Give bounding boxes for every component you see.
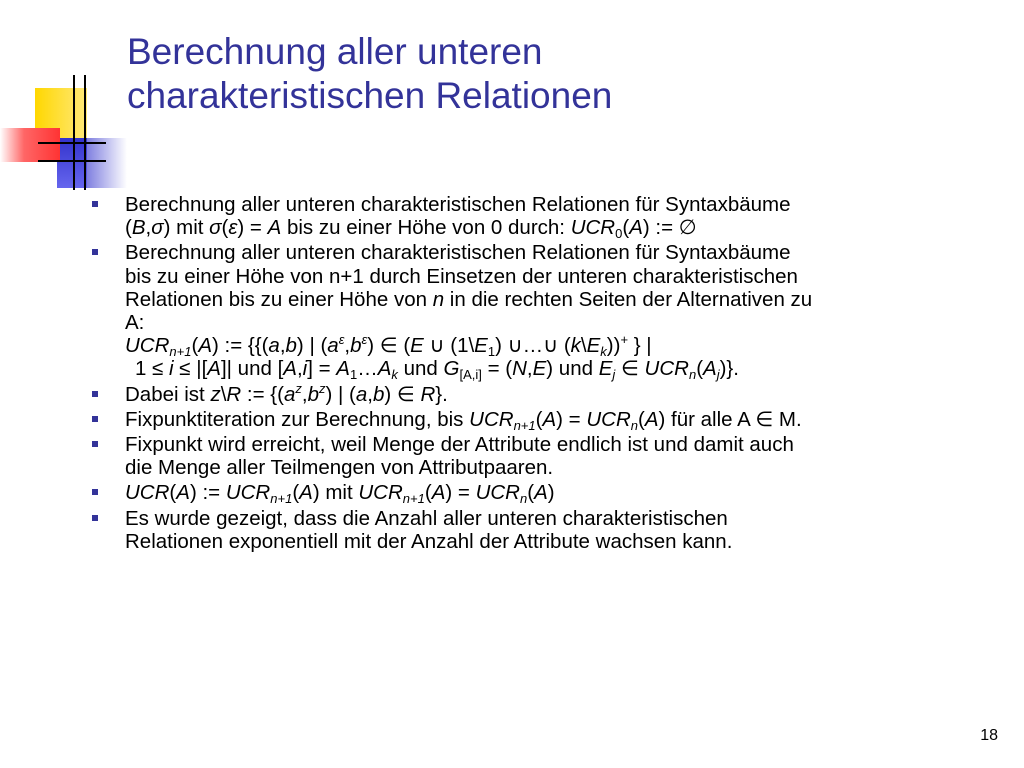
deco-red-bar	[0, 128, 60, 162]
deco-vertical-line-1	[73, 75, 75, 190]
bullet-5-line-2: die Menge aller Teilmengen von Attributpaaren.	[125, 456, 554, 480]
bullet-2-line-4: A:	[125, 311, 145, 335]
deco-blue-fade	[87, 138, 127, 188]
bullet-item-3	[92, 380, 992, 406]
bullet-item-6	[92, 481, 992, 507]
bullet-4-line-1: Fixpunktiteration zur Berechnung, bis $UCR_{n+1}(A) = UCR_n(A)$ für alle A ∈ M.	[125, 407, 802, 433]
deco-horizontal-line-1	[38, 142, 106, 144]
title-line-1: Berechnung aller unteren	[127, 31, 543, 72]
formula-line-1: $UCR_{n+1}(A)$ := {{(a,b) | $(a^\varepsilon,b^\varepsilon)$ ∈ (E ∪ $(1\backslash E_1)$ ∪…∪ $(k\backslash E_k))^+$ } |	[125, 332, 652, 360]
slide-body	[92, 193, 992, 555]
bullet-item-2	[92, 241, 992, 383]
bullet-2-line-2: bis zu einer Höhe von n+1 durch Einsetzen der unteren charakteristischen	[125, 264, 798, 288]
bullet-square-icon	[92, 391, 98, 397]
deco-vertical-line-2	[84, 75, 86, 190]
bullet-3-line-1: Dabei ist z\R := {$(a^z,b^z)$ | (a,b) ∈ R}.	[125, 380, 448, 406]
bullet-2-line-1: Berechnung aller unteren charakteristischen Relationen für Syntaxbäume	[125, 241, 791, 265]
bullet-7-line-1: Es wurde gezeigt, dass die Anzahl aller unteren charakteristischen	[125, 506, 728, 530]
bullet-item-1	[92, 193, 992, 242]
bullet-square-icon	[92, 201, 98, 207]
title-line-2: charakteristischen Relationen	[127, 75, 613, 116]
bullet-item-7	[92, 507, 992, 553]
bullet-square-icon	[92, 249, 98, 255]
slide-number: 18	[980, 727, 998, 744]
deco-horizontal-line-2	[38, 160, 106, 162]
formula-line-2: 1 ≤ i ≤ |[A]| und $[A,i] = A_1\dots A_k$ und $G_{[A,i]} = (N,E)$ und $E_j$ ∈ $UCR_n(A_j)$}.	[135, 357, 739, 383]
bullet-square-icon	[92, 441, 98, 447]
slide-title	[127, 30, 1007, 118]
bullet-1-line-2: (B,σ) mit σ(ε) = A bis zu einer Höhe von 0 durch: $UCR_0(A)$ := ∅	[125, 216, 697, 242]
bullet-2-line-3: Relationen bis zu einer Höhe von n in die rechten Seiten der Alternativen zu	[125, 287, 813, 311]
deco-blue-square	[57, 138, 87, 188]
bullet-6-line-1: UCR(A) := $UCR_{n+1}(A)$ mit $UCR_{n+1}(A) = UCR_n(A)$	[125, 481, 555, 507]
bullet-item-4	[92, 408, 992, 431]
bullet-7-line-2: Relationen exponentiell mit der Anzahl der Attribute wachsen kann.	[125, 529, 733, 553]
bullet-5-line-1: Fixpunkt wird erreicht, weil Menge der Attribute endlich ist und damit auch	[125, 433, 794, 457]
bullet-square-icon	[92, 416, 98, 422]
bullet-square-icon	[92, 489, 98, 495]
bullet-item-5	[92, 433, 992, 479]
bullet-1-line-1: Berechnung aller unteren charakteristischen Relationen für Syntaxbäume	[125, 193, 791, 216]
bullet-square-icon	[92, 515, 98, 521]
